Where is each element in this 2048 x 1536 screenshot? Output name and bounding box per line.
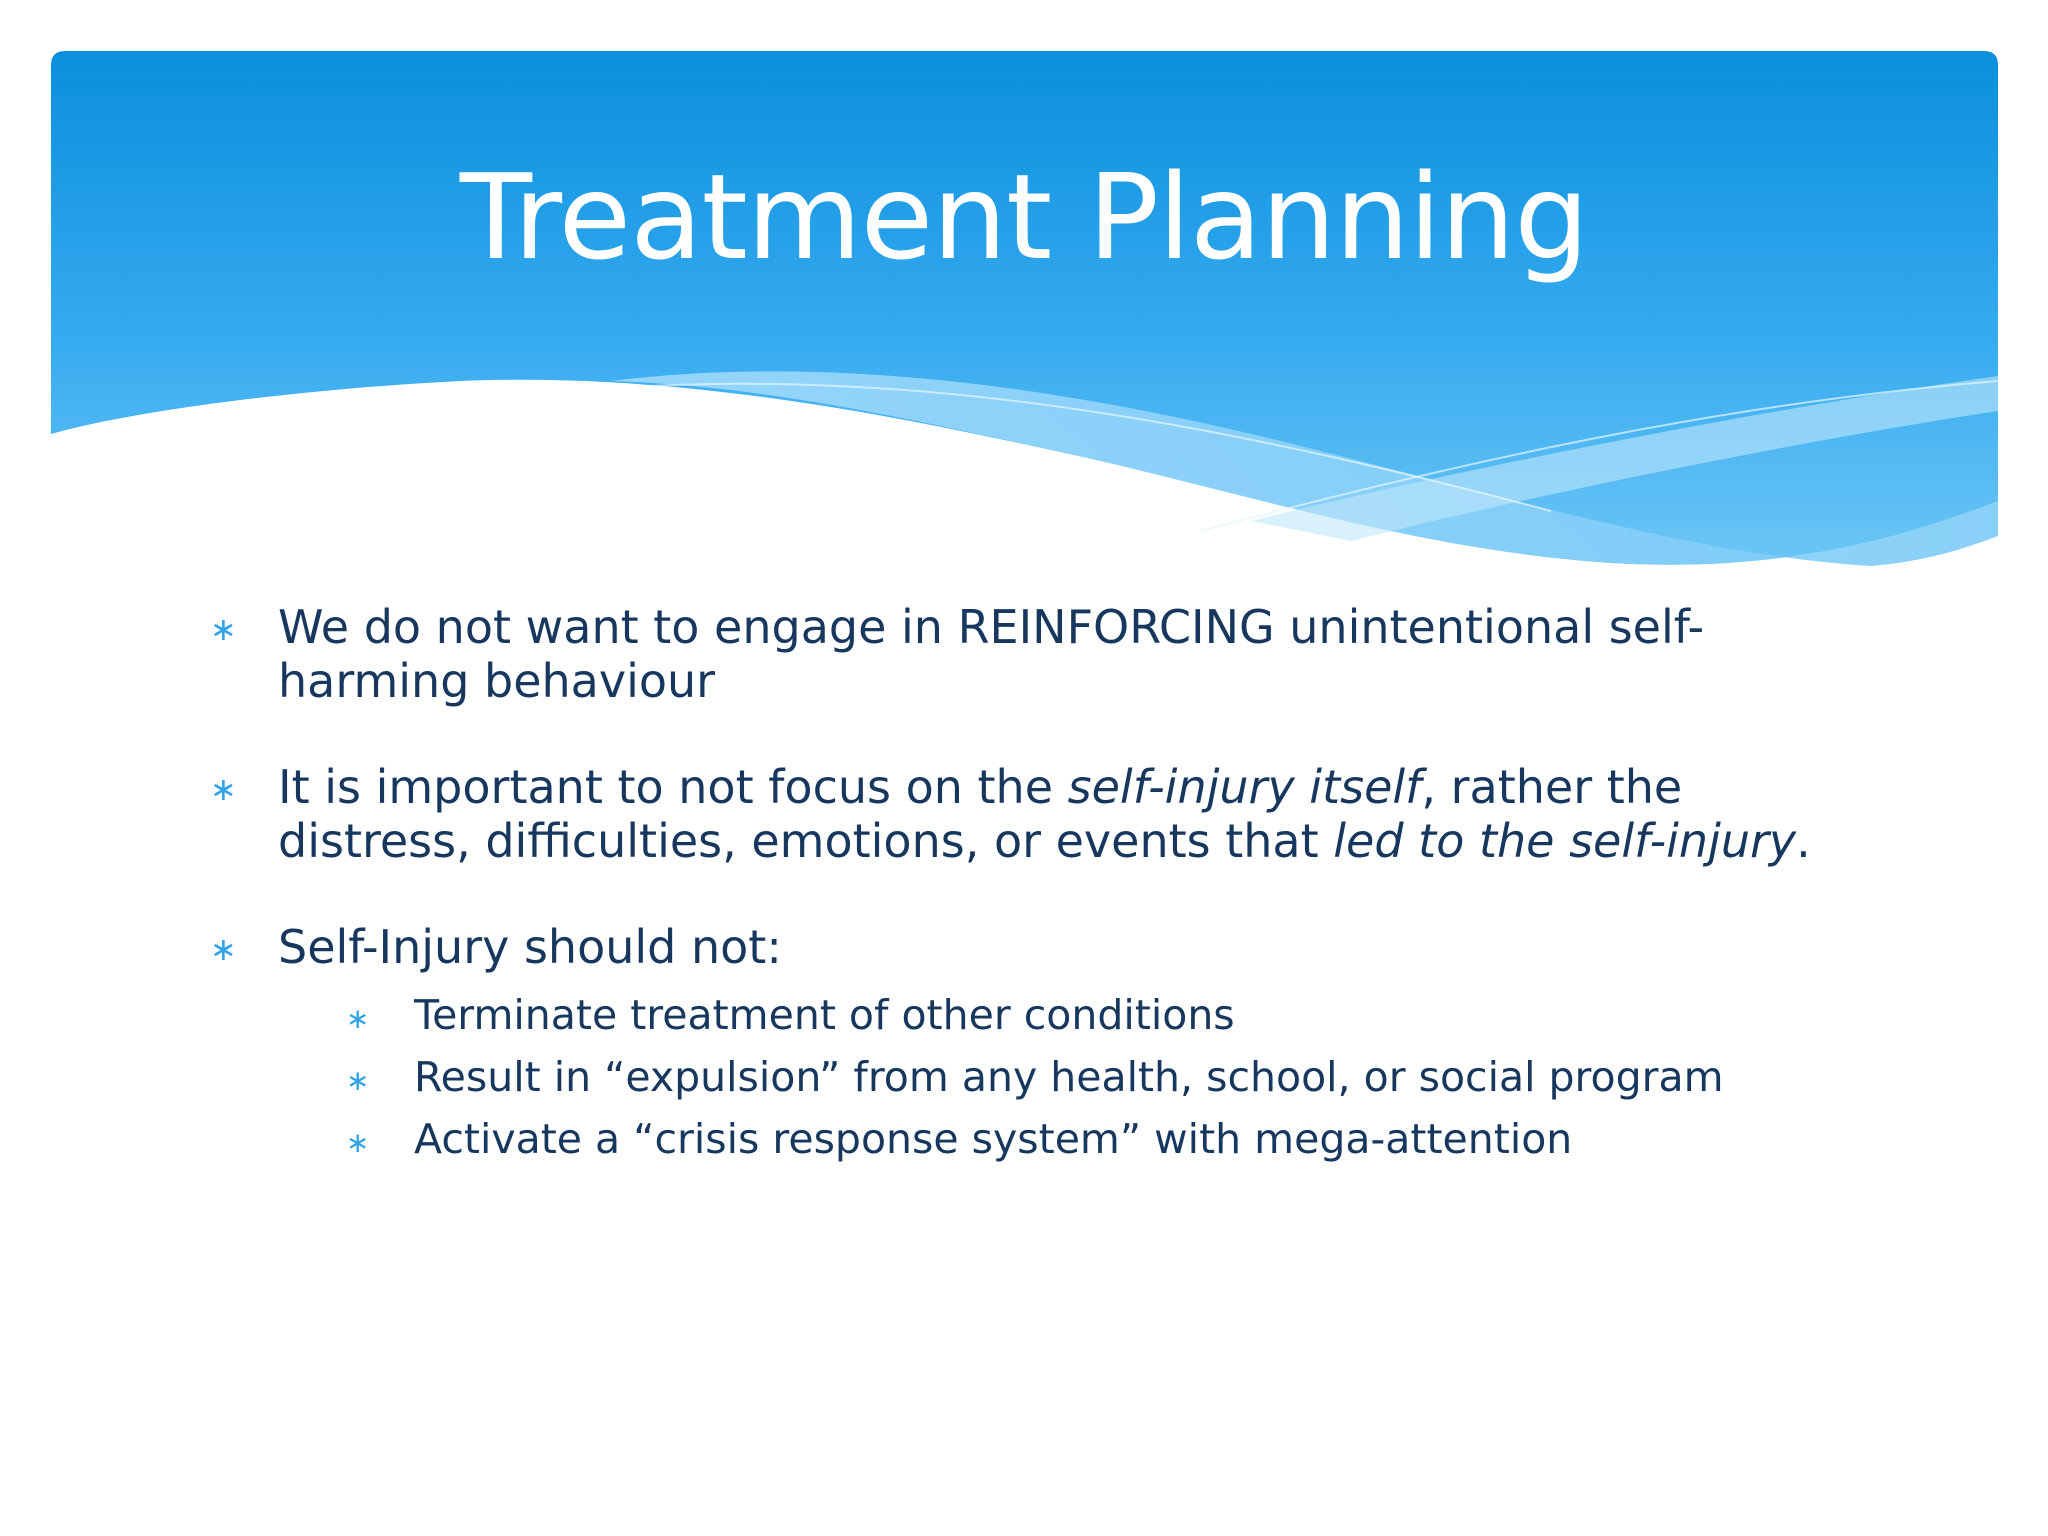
bullet-text-emphasis: led to the self-injury [1333,814,1797,868]
sub-bullet-item [278,1108,1850,1170]
sub-bullet-text: Activate a “crisis response system” with mega-attention [414,1115,1573,1163]
bullet-text: We do not want to engage in REINFORCING unintentional self-harming behaviour [278,600,1705,708]
header-banner [51,51,1998,571]
bullet-text-part: . [1796,814,1811,868]
bullet-text-part: It is important to not focus on the [278,760,1068,814]
asterisk-bullet-icon: ∗ [210,610,237,648]
bullet-text-part: , rather the distress, difficulties, emotions, or events that [278,760,1683,868]
bullet-list [210,600,1850,1222]
header-wave-background [51,51,1998,571]
bullet-text: Self-Injury should not: [278,920,782,974]
sub-bullet-item [278,984,1850,1046]
asterisk-bullet-icon: ∗ [346,1126,370,1159]
bullet-item-reinforcing [210,600,1850,708]
bullet-item-focus [210,760,1850,868]
sub-bullet-text: Result in “expulsion” from any health, school, or social program [414,1053,1724,1101]
sub-bullet-text: Terminate treatment of other conditions [414,991,1235,1039]
asterisk-bullet-icon: ∗ [210,930,237,968]
bullet-text-emphasis: self-injury itself [1067,760,1422,814]
asterisk-bullet-icon: ∗ [210,770,237,808]
asterisk-bullet-icon: ∗ [346,1002,370,1035]
sub-bullet-item [278,1046,1850,1108]
slide-title: Treatment Planning [459,148,1589,286]
sub-bullet-list [278,984,1850,1170]
bullet-item-should-not [210,920,1850,1170]
asterisk-bullet-icon: ∗ [346,1064,370,1097]
